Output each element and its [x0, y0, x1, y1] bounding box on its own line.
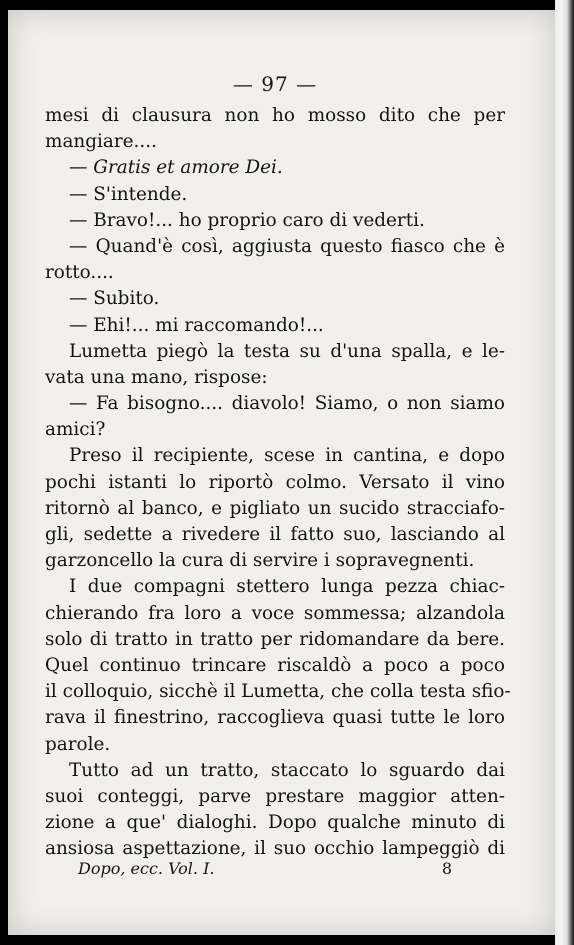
text-line: vata una mano, rispose:: [45, 366, 268, 388]
page-edge: [555, 0, 574, 945]
text-line: Lumetta piegò la testa su d'una spalla, e le-: [69, 340, 505, 362]
book-page: [8, 10, 555, 935]
text-line: mangiare....: [45, 131, 157, 153]
text-line: pochi istanti lo riportò colmo. Versato il vino: [45, 471, 505, 493]
text-line: suoi conteggi, parve prestare maggior atten-: [45, 785, 505, 807]
text-line: — Subito.: [69, 288, 160, 310]
text-line: parole.: [45, 733, 111, 755]
italic-phrase: Gratis et amore Dei.: [93, 157, 283, 179]
text-line: rotto....: [45, 262, 114, 284]
text-line: il colloquio, sicchè il Lumetta, che colla testa sfio-: [45, 681, 511, 703]
text-line: mesi di clausura non ho mosso dito che per: [45, 105, 505, 126]
text-line: ritornò al banco, e pigliato un sucido stracciafo-: [45, 497, 505, 519]
text-line: gli, sedette a rivedere il fatto suo, lasciando al: [45, 524, 505, 545]
text-line: Preso il recipiente, scese in cantina, e dopo: [69, 445, 505, 467]
text-line: — Gratis et amore Dei.: [69, 157, 283, 179]
text-line: I due compagni stettero lunga pezza chiac-: [69, 576, 505, 598]
footer-sheet-number: 8: [441, 859, 452, 878]
text-line: Quel continuo trincare riscaldò a poco a poco: [45, 654, 505, 676]
text-line: — Fa bisogno.... diavolo! Siamo, o non siamo: [69, 393, 505, 415]
text-line: zione a que' dialoghi. Dopo qualche minuto di: [45, 812, 505, 834]
text-line: ansiosa aspettazione, il suo occhio lampeggiò di: [45, 838, 505, 860]
text-line: — Ehi!... mi raccomando!...: [69, 314, 324, 336]
page-text: [45, 65, 511, 862]
text-line: amici?: [45, 419, 106, 441]
text-line: — Bravo!... ho proprio caro di vederti.: [69, 209, 425, 231]
text-line: solo di tratto in tratto per ridomandare da bere.: [45, 628, 505, 650]
footer-signature: Dopo, ecc. Vol. I.: [78, 859, 215, 878]
text-lines: [45, 103, 511, 862]
text-line: — S'intende.: [69, 183, 188, 205]
text-line: chierando fra loro a voce sommessa; alzandola: [45, 602, 505, 624]
page-footer: [78, 857, 452, 881]
text-line: rava il finestrino, raccoglieva quasi tutte le loro: [45, 707, 505, 729]
text-line: Tutto ad un tratto, staccato lo sguardo dai: [69, 759, 505, 781]
page-number: — 97 —: [232, 72, 318, 96]
text-line: — Quand'è così, aggiusta questo fiasco che è: [69, 235, 505, 257]
text-line: garzoncello la cura di servire i sopravegnenti.: [45, 550, 475, 572]
